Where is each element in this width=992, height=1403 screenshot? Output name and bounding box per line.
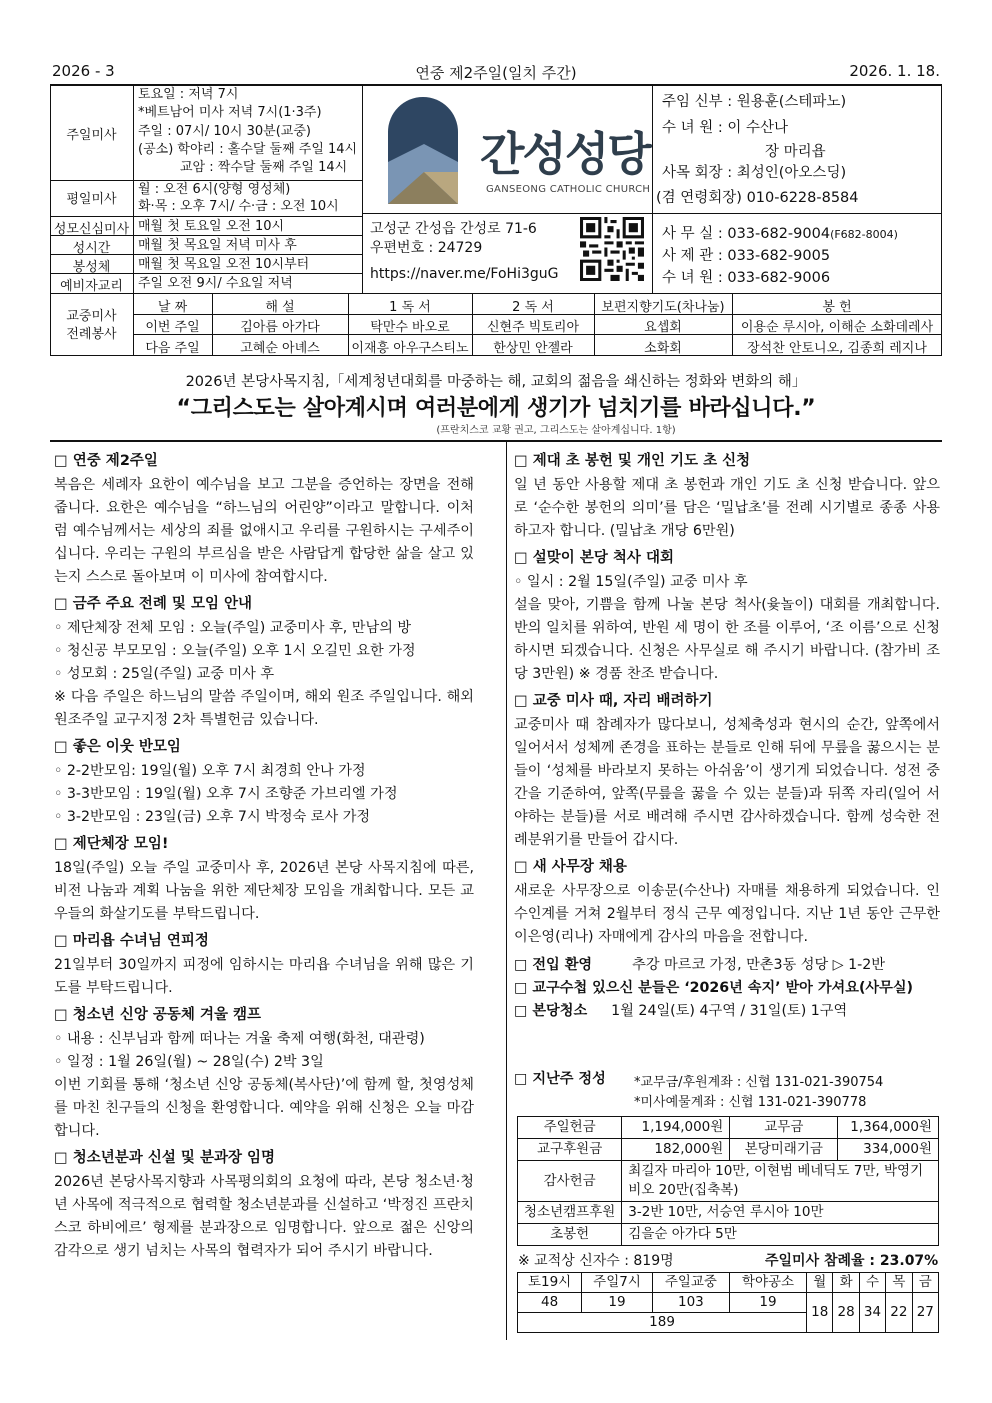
column-divider [506,442,507,1340]
office-fax: (F682-8004) [830,228,898,241]
schedule-row-value: 매월 첫 토요일 오전 10시 [138,219,285,234]
attendance-value: 103 [652,1293,729,1313]
notice-title: □ 교중 미사 때, 자리 배려하기 [514,693,713,709]
schedule-row-value: 주일 오전 9시/ 수요일 저녁 [138,276,293,291]
ministry-header: 봉 헌 [822,300,852,315]
ministry-cell: 요셉회 [644,320,682,335]
list-item: ◦ 청신공 부모모임 : 오늘(주일) 오후 1시 오길민 요한 가정 [54,643,416,659]
qr-code-icon[interactable] [580,217,644,281]
attendance-value: 19 [729,1293,806,1313]
notice-body: 설을 맞아, 기쁨을 함께 나눌 본당 척사(윷놀이) 대회를 개최합니다. 반의 일치를 위하여, 반원 세 명이 한 조를 이루어, ‘조 이름’으로 신청하시면 되겠습니다. 신청은 사무실로 해 주시기 바랍니다. (참가비 조당 3만원) ※ 경품 찬조 받습니다. [514,597,940,682]
camp-label: 청소년캠프후원 [518,1202,622,1224]
notice-title: □ 제대 초 봉헌 및 개인 기도 초 신청 [514,453,751,469]
weekday-mass-label: 평일미사 [66,192,117,207]
attendance-value: 28 [833,1293,859,1333]
list-item: ◦ 성모회 : 25일(주일) 교중 미사 후 [54,666,275,682]
attendance-value: 18 [807,1293,833,1333]
homepage-link[interactable]: https://naver.me/FoHi3guG [370,266,559,282]
account-2: *미사예물계좌 : 신협 131-021-390778 [634,1095,867,1110]
ministry-header: 해 설 [265,300,295,315]
ministry-label-1: 교중미사 [66,309,117,324]
notice-body: 21일부터 30일까지 피정에 임하시는 마리욥 수녀님을 위해 많은 기도를 부탁드립니다. [54,957,474,996]
account-1: *교무금/후원계좌 : 신협 131-021-390754 [634,1075,884,1090]
attendance-header: 수 [859,1273,885,1293]
sunday-line-1: 토요일 : 저녁 7시 [138,87,239,102]
logo-name: 간성성당 [480,127,650,181]
church-logo-icon [380,92,466,204]
notice-title: □ 청소년 신앙 공동체 겨울 캠프 [54,1007,262,1023]
ministry-header: 2 독 서 [512,300,554,315]
theme-source: (프란치스코 교황 권고, 그리스도는 살아계십니다. 1항) [436,425,676,436]
pastor: 주임 신부 : 원용훈(스테파노) [662,94,847,110]
registered-count: ※ 교적상 신자수 : 819명 [518,1253,674,1269]
attendance-header: 주일7시 [582,1273,653,1293]
notice-title: □ 청소년분과 신설 및 분과장 임명 [54,1150,276,1166]
pastoral-theme: 2026년 본당사목지침,「세계청년대회를 마중하는 해, 교회의 젊음을 쇄신하는 정화와 변화의 해」 [185,374,807,390]
attendance-value: 48 [518,1293,582,1313]
body-top-rule [50,440,942,442]
finance-value: 1,194,000원 [622,1117,730,1139]
weekday-line-2: 화·목 : 오후 7시/ 수·금 : 오전 10시 [138,199,339,214]
notice-title: □ 연중 제2주일 [54,453,158,469]
notice-title: □ 설맞이 본당 척사 대회 [514,550,674,566]
list-item: ◦ 2-2반모임: 19일(월) 오후 7시 최경희 안나 가정 [54,763,366,779]
ministry-cell: 탁만수 바오로 [370,320,450,335]
convent-phone: 수 녀 원 : 033-682-9006 [662,270,831,286]
sunday-line-4: (공소) 학야리 : 홀수달 둘째 주일 14시 [138,142,358,157]
notice-body: 일 년 동안 사용할 제대 초 봉헌과 개인 기도 초 신청 받습니다. 앞으로 ‘순수한 봉헌의 의미’를 담은 ‘밀납초’를 전례 시기별로 종종 사용하고자 합니다. (밀납초 개당 6만원) [514,477,940,539]
attendance-value: 27 [912,1293,938,1333]
notice-title: □ 마리욥 수녀님 연피정 [54,933,209,949]
ministry-cell: 소화회 [644,341,682,356]
schedule-row-label: 봉성체 [72,260,111,275]
sunday-line-3: 주일 : 07시/ 10시 30분(교중) [138,124,311,139]
list-item: ◦ 3-2반모임 : 23일(금) 오후 7시 박정숙 로사 가정 [54,809,371,825]
council-phone: (겸 연령회장) 010-6228-8584 [656,190,859,206]
top-bar [52,62,940,84]
candle-label: 초봉헌 [518,1224,622,1246]
camp-text: 3-2반 10만, 서승연 루시아 10만 [622,1202,939,1224]
ministry-cell: 신현주 빅토리아 [486,320,580,335]
attendance-value: 34 [859,1293,885,1333]
sunday-line-5: 교암 : 짝수달 둘째 주일 14시 [180,160,348,175]
finance-value: 1,364,000원 [838,1117,939,1139]
ministry-cell: 고혜순 아녜스 [240,341,320,356]
thanks-label: 감사헌금 [518,1161,622,1202]
finance-label: 교구후원금 [518,1139,622,1161]
finance-label: 교무금 [730,1117,838,1139]
notice-body: 교중미사 때 참례자가 많다보니, 성체축성과 현시의 순간, 앞쪽에서 일어서서 성체께 존경을 표하는 분들로 인해 뒤에 무릎을 꿇으시는 분들이 ‘성체를 바라보지 못하는 아쉬움’이 생기게 되었습니다. 성전 중간을 기준하여, 앞쪽(무릎을 꿇을 수 있는 분들)과 뒤쪽 자리(일어 서야하는 분들)를 서로 배려해 주시면 감사하겠습니다. 함께 성숙한 전례분위기를 만들어 갑시다. [514,717,940,848]
council-president: 사목 회장 : 최성인(아오스딩) [662,165,847,181]
ministry-header: 보편지향기도(차나눔) [601,300,725,315]
attendance-header: 목 [886,1273,912,1293]
candle-text: 김을순 아가다 5만 [622,1224,939,1246]
notice-title: □ 좋은 이웃 반모임 [54,739,181,755]
ministry-header: 날 짜 [157,300,188,315]
notice-body: 2026년 본당사목지향과 사목평의회의 요청에 따라, 본당 청소년·청년 사목에 적극적으로 협력할 청소년분과를 신설하고 ‘박정진 프란치스코 하비에르’ 형제를 분과장으로 임명합니다. 앞으로 젊은 신앙의 감각으로 생기 넘치는 사목의 협력자가 되어 주시기 바랍니다. [54,1174,474,1259]
finance-table [517,1116,939,1246]
ministry-cell: 장석찬 안토니오, 김종희 레지나 [747,341,927,356]
convent-sister-1: 수 녀 원 : 이 수산나 [662,120,788,136]
attendance-rate: 주일미사 참례율 : 23.07% [765,1253,939,1269]
schedule-row-label: 예비자교리 [60,279,123,294]
list-item: ◦ 일시 : 2월 15일(주일) 교중 미사 후 [514,574,748,590]
ministry-header: 1 독 서 [389,300,431,315]
attendance-value: 19 [582,1293,653,1313]
address-line: 고성군 간성읍 간성로 71-6 [370,221,537,237]
notice-body: 복음은 세례자 요한이 예수님을 보고 그분을 증언하는 장면을 전해 줍니다. 요한은 예수님을 “하느님의 어린양”이라고 말합니다. 이처럼 예수님께서는 세상의 죄를 없애시고 우리를 구원하시는 구세주이십니다. 우리는 구원의 부르심을 받은 사람답게 합당한 삶을 살고 있는지 스스로 돌아보며 이 미사에 참여합시다. [54,477,474,585]
finance-value: 334,000원 [838,1139,939,1161]
attendance-value: 22 [886,1293,912,1333]
attendance-header: 토19시 [518,1273,582,1293]
notice-title: □ 금주 주요 전례 및 모임 안내 [54,596,253,612]
ministry-cell: 이번 주일 [145,320,200,335]
notice-title: □ 새 사무장 채용 [514,859,627,875]
short-notice: □ 교구수첩 있으신 분들은 ‘2026년 속지’ 받아 가셔요(사무실) [514,980,914,996]
rectory-phone: 사 제 관 : 033-682-9005 [662,248,831,264]
weekday-line-1: 월 : 오전 6시(양형 영성체) [138,182,291,197]
notice-body: 이번 기회를 통해 ‘청소년 신앙 공동체(복사단)’에 함께 할, 첫영성체를 마친 친구들의 신청을 환영합니다. 예약을 위해 신청은 오늘 마감합니다. [54,1077,474,1139]
notice-body: ※ 다음 주일은 하느님의 말씀 주일이며, 해외 원조 주일입니다. 해외 원조주일 교구지정 2차 특별헌금 있습니다. [54,689,474,728]
ministry-label-2: 전례봉사 [66,327,117,342]
thanks-text: 최길자 마리아 10만, 이현범 베네딕도 7만, 박영기 비오 20만(집축복) [622,1161,939,1202]
ministry-cell: 이재흥 아우구스티노 [351,341,469,356]
finance-value: 182,000원 [622,1139,730,1161]
attendance-header: 화 [833,1273,859,1293]
right-column [514,446,940,1023]
schedule-row-value: 매월 첫 목요일 오전 10시부터 [138,257,310,272]
schedule-row-value: 매월 첫 목요일 저녁 미사 후 [138,238,297,253]
sunday-line-2: *베트남어 미사 저녁 7시(1·3주) [138,105,322,120]
notice-body: 18일(주일) 오늘 주일 교중미사 후, 2026년 본당 사목지침에 따른, 비전 나눔과 계획 나눔을 위한 제단체장 모임을 개최합니다. 모든 교우들의 화살기도를 부탁드립니다. [54,860,474,922]
schedule-row-label: 성시간 [72,241,111,256]
attendance-header: 주일교중 [652,1273,729,1293]
attendance-total: 189 [518,1313,807,1333]
convent-sister-2: 장 마리욥 [765,144,826,160]
short-notice: □ 본당청소 1월 24일(토) 4구역 / 31일(토) 1구역 [514,1003,848,1019]
attendance-header: 금 [912,1273,938,1293]
page-title: 연중 제2주일(일치 주간) [415,64,577,82]
schedule-row-label: 성모신심미사 [53,222,130,237]
finance-label: 본당미래기금 [730,1139,838,1161]
office-phone: 사 무 실 : 033-682-9004(F682-8004) [662,226,898,242]
list-item: ◦ 일정 : 1월 26일(월) ~ 28일(수) 2박 3일 [54,1054,324,1070]
list-item: ◦ 3-3반모임 : 19일(월) 오후 7시 조향준 가브리엘 가정 [54,786,398,802]
ministry-cell: 이용순 루시아, 이해순 소화데레사 [740,320,934,335]
issue-number: 2026 - 3 [52,62,115,80]
attendance-header: 학야공소 [729,1273,806,1293]
list-item: ◦ 제단체장 전체 모임 : 오늘(주일) 교중미사 후, 만남의 방 [54,620,412,636]
notice-body: 새로운 사무장으로 이송문(수산나) 자매를 채용하게 되었습니다. 인수인계를 거쳐 2월부터 정식 근무 예정입니다. 지난 1년 동안 근무한 이은영(리나) 자매에게 감사의 마음을 전합니다. [514,883,940,945]
sunday-mass-label: 주일미사 [66,128,117,143]
logo-subtitle: GANSEONG CATHOLIC CHURCH [486,184,651,195]
postal-code: 우편번호 : 24729 [370,240,483,256]
attendance-table [517,1272,939,1333]
ministry-cell: 한상민 안젤라 [493,341,573,356]
attendance-header: 월 [807,1273,833,1293]
notice-title: □ 제단체장 모임! [54,836,169,852]
ministry-cell: 다음 주일 [145,341,200,356]
list-item: ◦ 내용 : 신부님과 함께 떠나는 겨울 축제 여행(화천, 대관령) [54,1031,425,1047]
left-column [54,446,474,1263]
finance-label: 주일헌금 [518,1117,622,1139]
ministry-cell: 김아름 아가다 [240,320,320,335]
theme-quote: “그리스도는 살아계시며 여러분에게 생기가 넘치기를 바라십니다.” [176,396,816,421]
finance-title: □ 지난주 정성 [514,1071,606,1087]
short-notice: □ 전입 환영 추강 마르코 가정, 만촌3동 성당 ▷ 1-2반 [514,957,885,973]
issue-date: 2026. 1. 18. [849,62,940,80]
